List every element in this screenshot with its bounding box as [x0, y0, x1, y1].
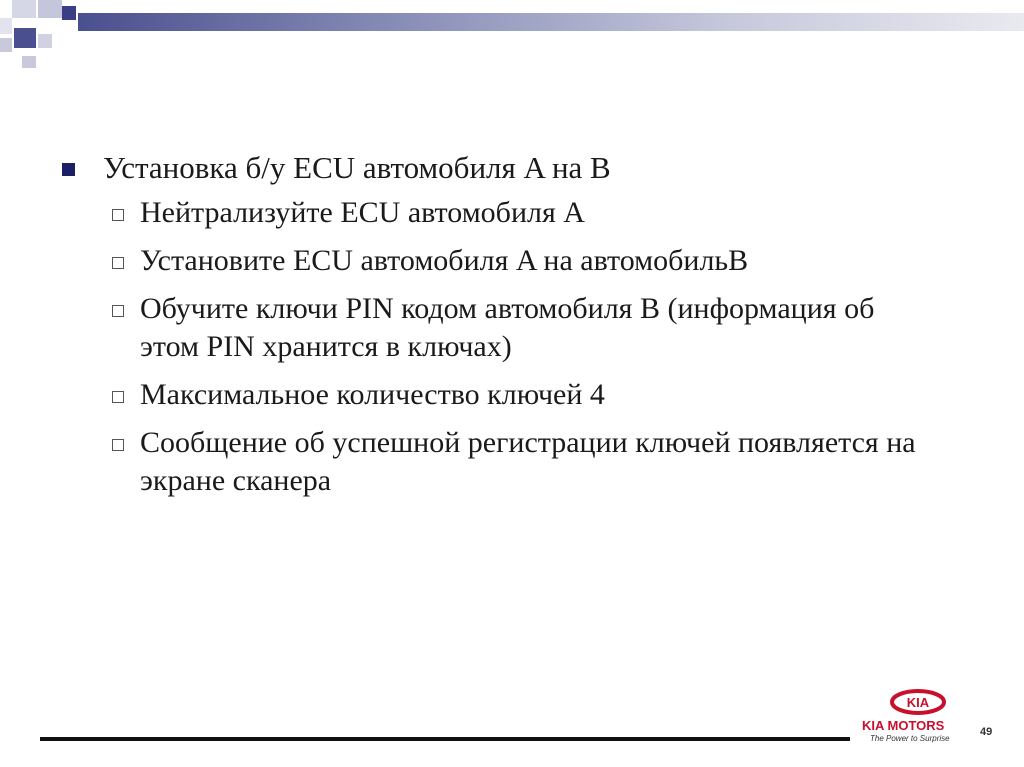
sub-bullet-text: Нейтрализуйте ECU автомобиля A: [140, 196, 585, 229]
header-gradient-bar: [78, 13, 1024, 31]
hollow-square-bullet-icon: [112, 257, 124, 269]
sub-bullet: [112, 194, 958, 232]
hollow-square-bullet-icon: [112, 305, 124, 317]
hollow-square-bullet-icon: [112, 209, 124, 221]
sub-bullet: [112, 290, 958, 366]
decor-square-6: [38, 34, 52, 48]
decor-square-5: [0, 38, 12, 52]
page-number: 49: [980, 726, 993, 738]
sub-bullet: [112, 242, 958, 280]
brand-name: KIA MOTORS: [862, 718, 945, 733]
bullet-level-1: [58, 148, 958, 188]
decor-square-7: [22, 56, 36, 68]
hollow-square-bullet-icon: [112, 439, 124, 451]
sub-bullet: [112, 376, 958, 414]
decor-square-2: [38, 0, 62, 18]
sub-bullet-text: Установите ECU автомобиля A на автомобильB: [140, 244, 749, 277]
sub-bullet-text: Максимальное количество ключей 4: [140, 378, 605, 411]
footer-divider: [40, 737, 850, 741]
bullet-text: Установка б/у ECU автомобиля A на B: [103, 150, 611, 185]
sub-bullet-text: Сообщение об успешной регистрации ключей появляется на экране сканера: [140, 426, 916, 497]
slide-content: [58, 148, 958, 510]
decor-square-8: [0, 18, 12, 34]
hollow-square-bullet-icon: [112, 391, 124, 403]
brand-slogan: The Power to Surprise: [870, 734, 950, 743]
sub-bullet-text: Обучите ключи PIN кодом автомобиля B (информация об этом PIN хранится в ключах): [140, 292, 875, 363]
decor-square-1: [12, 0, 36, 18]
decor-square-4: [14, 28, 36, 48]
sub-bullet: [112, 424, 958, 500]
decor-square-3: [62, 6, 76, 20]
square-bullet-icon: [62, 163, 75, 176]
logo-text: KIA: [906, 695, 930, 710]
